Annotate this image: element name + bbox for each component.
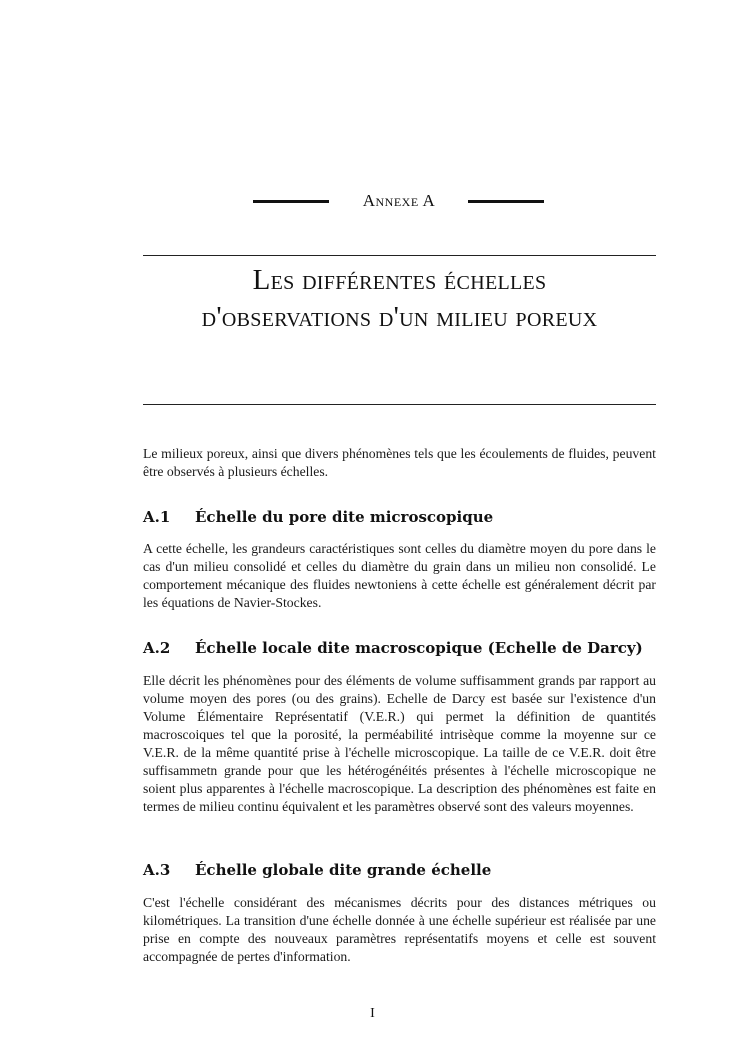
section-title: Échelle locale dite macroscopique (Echelle de Darcy) [195, 639, 643, 657]
section-heading-a2 [143, 636, 663, 660]
section-heading-a1 [143, 505, 663, 529]
section-number: A.2 [143, 639, 171, 657]
chapter-title: Les différentes échelles d'observations d'un milieu poreux [201, 264, 598, 333]
annexe-rule-left [253, 200, 329, 203]
intro-paragraph: Le milieux poreux, ainsi que divers phénomènes tels que les écoulements de fluides, peuvent être observés à plusieurs échelles. [143, 446, 656, 479]
annexe-label: Annexe A [362, 191, 436, 210]
annexe-rule-right [468, 200, 544, 203]
title-rule-top [143, 255, 656, 256]
page-number: I [370, 1006, 375, 1021]
section-number: A.1 [143, 508, 171, 526]
section-title: Échelle globale dite grande échelle [195, 861, 492, 879]
title-rule-bottom [143, 404, 656, 405]
section-paragraph-a1: A cette échelle, les grandeurs caractéristiques sont celles du diamètre moyen du pore dans le cas d'un milieu consolidé et celles du diamètre du grain dans un milieu non consolidé. Le comportement mécanique des fluides newtoniens à cette échelle est généralement décrit par les équations de Navier-Stockes. [143, 541, 656, 610]
section-number: A.3 [143, 861, 171, 879]
section-title: Échelle du pore dite microscopique [195, 508, 494, 526]
annexe-header [0, 188, 745, 214]
section-paragraph-a3: C'est l'échelle considérant des mécanismes décrits pour des distances métriques ou kilométriques. La transition d'une échelle donnée à une échelle supérieur est réalisée par une prise en compte des nouveaux paramètres représentatifs moyens et celle est souvent accompagnée de pertes d'information. [143, 895, 656, 964]
section-paragraph-a2: Elle décrit les phénomènes pour des éléments de volume suffisamment grands par rapport au volume moyen des pores (ou des grains). Echelle de Darcy est basée sur l'existence d'un Volume Élémentaire Représentatif (V.E.R.) qui permet la définition de quantités macroscoiques tel que la porosité, la perméabilité intrisèque comme la moyenne sur ce V.E.R. de la même quantité prise à l'échelle microscopique. La taille de ce V.E.R. doit être suffisammetn grande pour que les hétérogénéités présentes à l'échelle microscopique ne soient plus apparentes à l'échelle macroscopique. La description des phénomènes est faite en termes de milieu continu équivalent et les paramètres observé sont des valeurs moyennes. [143, 673, 656, 814]
section-heading-a3 [143, 858, 663, 882]
